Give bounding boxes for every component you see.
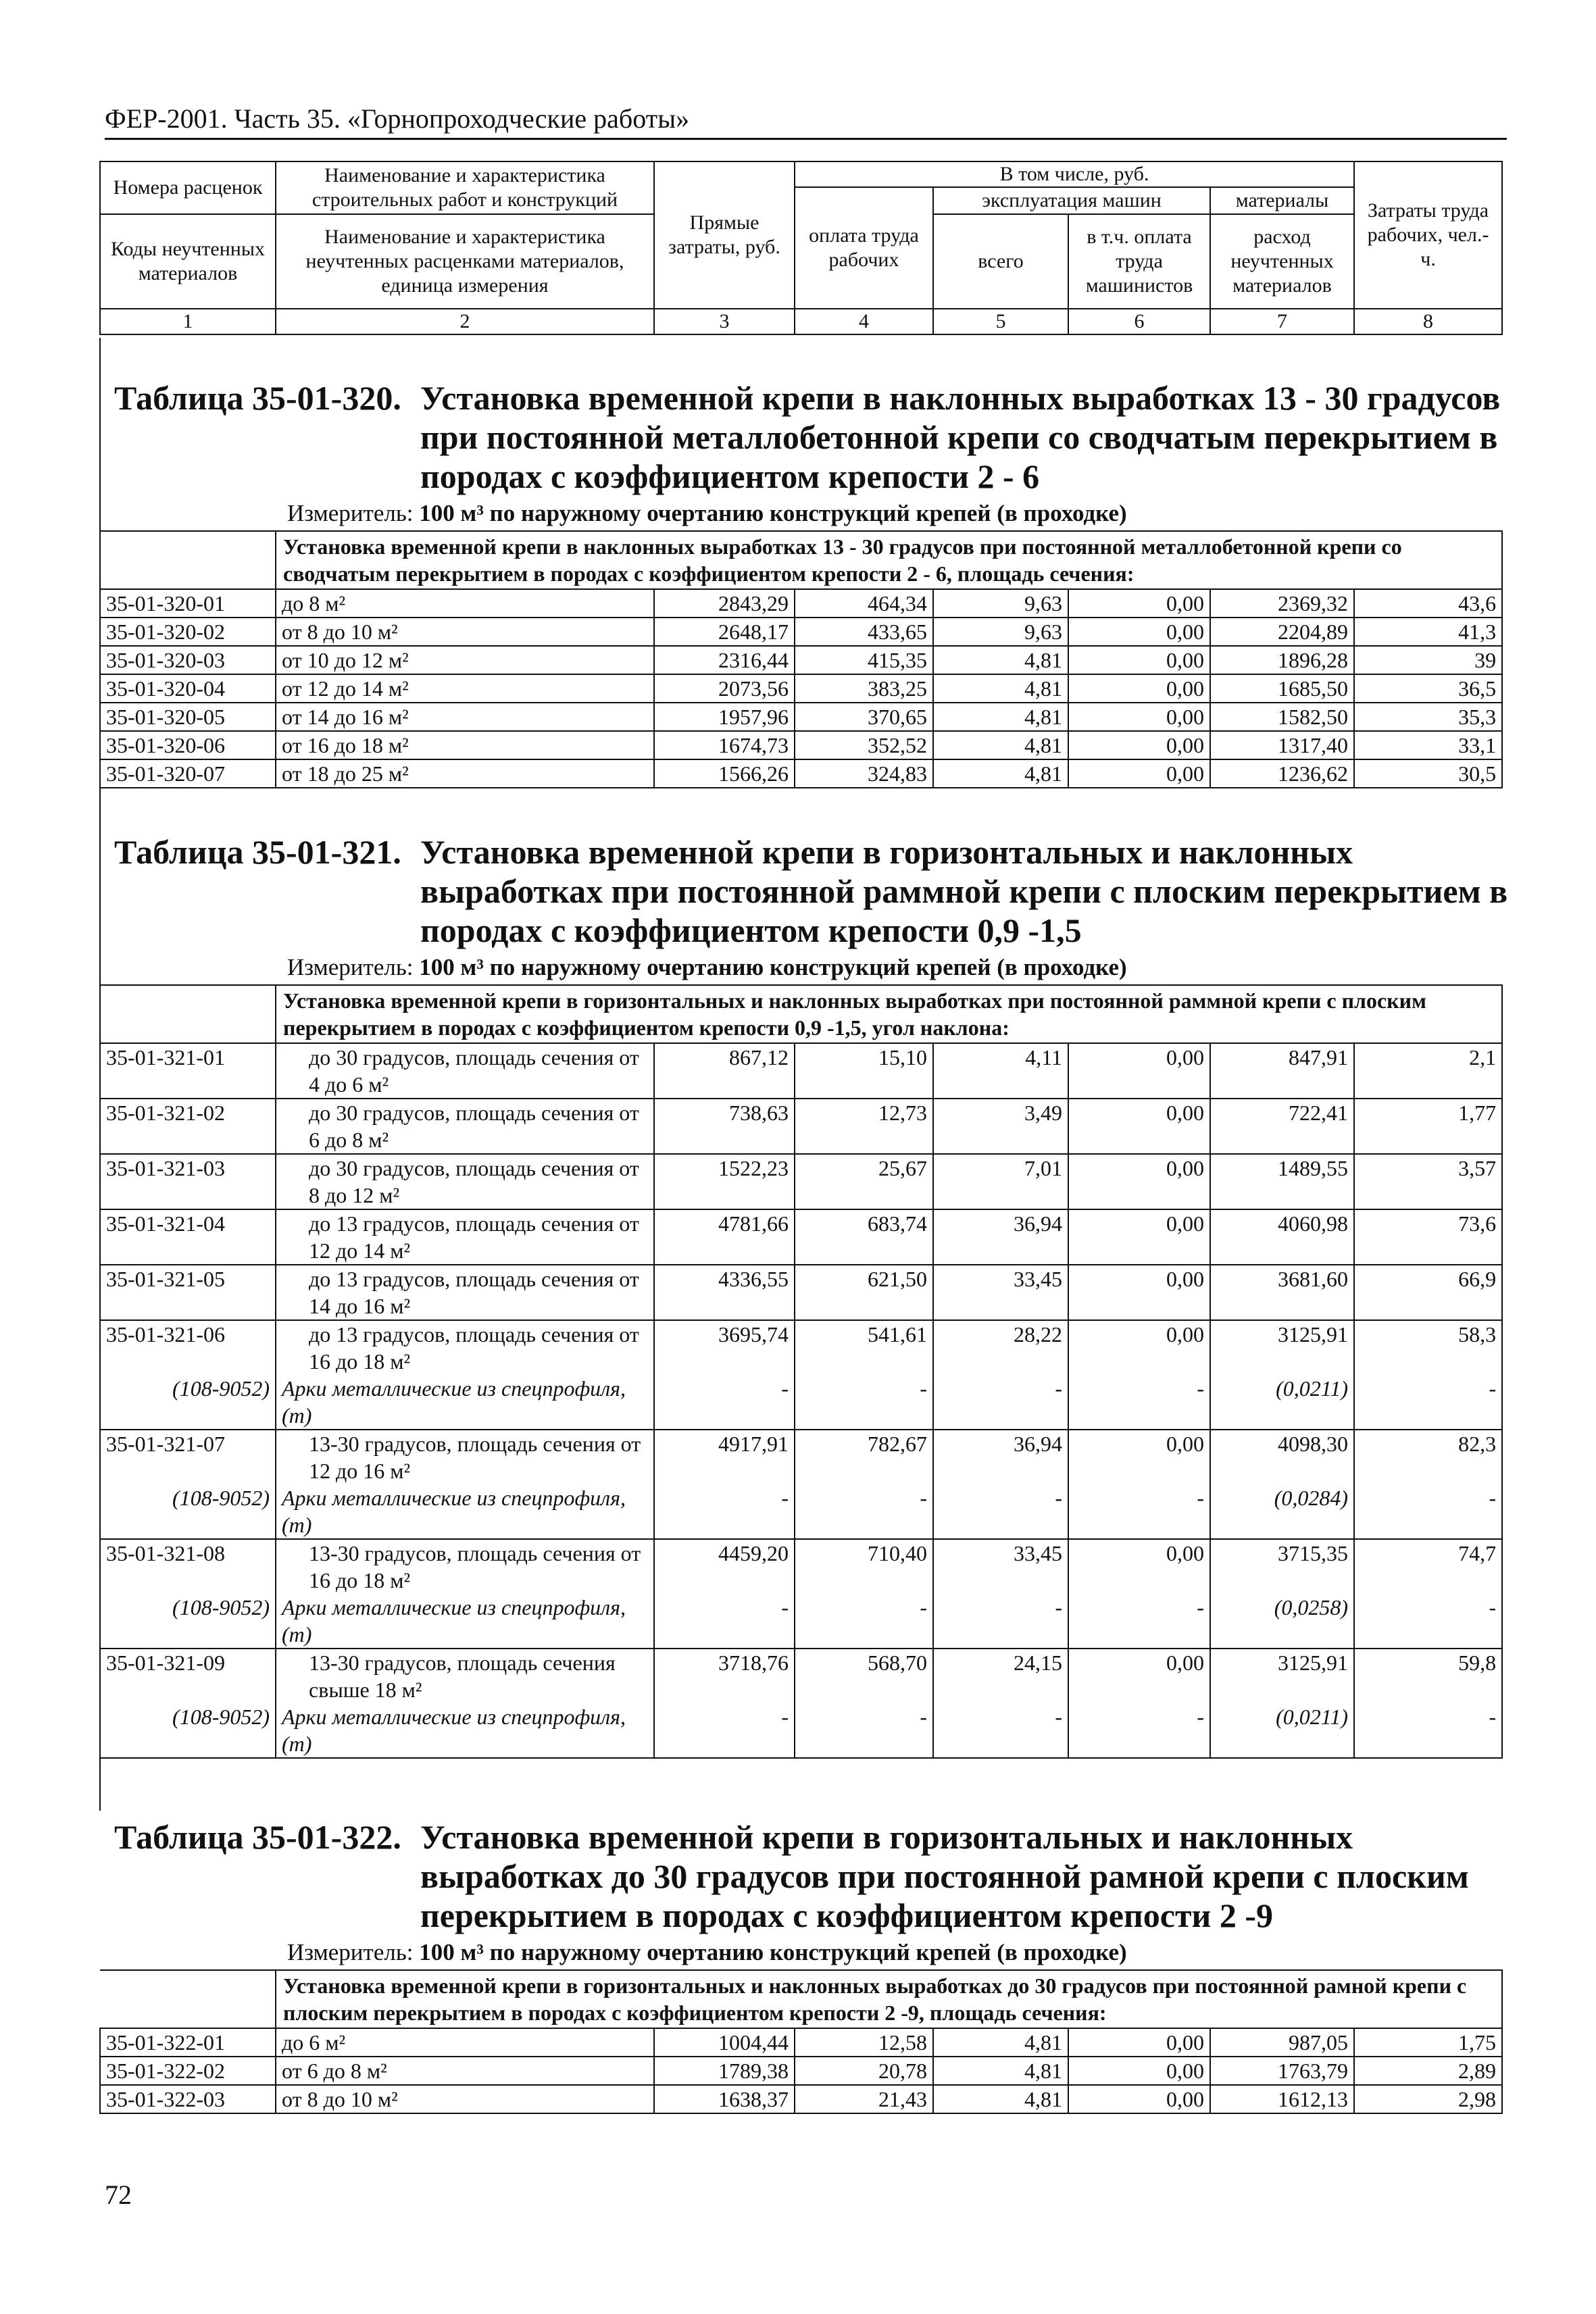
machine-total: 4,81 [933,2057,1068,2085]
machine-total: 4,81 [933,674,1068,703]
materials-main: 3715,35 [1278,1541,1348,1565]
labor-hours-material: - [1489,1705,1497,1729]
table-row [100,2085,1502,2113]
header-machine-total: всего [933,214,1068,309]
rate-code: 35-01-321-02 [100,1099,276,1154]
rate-description-main: до 13 градусов, площадь сечения от 16 до 18 м² [309,1322,639,1374]
rate-code: 35-01-320-04 [100,674,276,703]
rate-description: от 14 до 16 м² [276,703,654,731]
table-row [100,674,1502,703]
machine-total-main: 36,94 [1014,1432,1062,1456]
machine-labor-main: 0,00 [1166,1322,1204,1347]
labor-pay [795,1649,933,1758]
col-num-6: 6 [1068,309,1210,334]
machine-labor: 0,00 [1068,731,1210,759]
rate-description-material: Арки металлические из спецпрофиля, (т) [282,1705,626,1756]
table-row [100,1099,1502,1154]
header-rate-number: Номера расценок [100,161,276,214]
rate-code: 35-01-321-03 [100,1154,276,1209]
labor-pay: 15,10 [795,1043,933,1099]
rate-description [276,1430,654,1539]
materials: 1896,28 [1210,646,1354,674]
labor-hours: 30,5 [1354,759,1502,788]
meter-line [287,500,1497,527]
rate-description: от 18 до 25 м² [276,759,654,788]
labor-hours: 2,98 [1354,2085,1502,2113]
rate-code: 35-01-322-02 [100,2057,276,2085]
labor-pay-material: - [920,1486,927,1510]
machine-labor [1068,1539,1210,1649]
rate-code: 35-01-322-03 [100,2085,276,2113]
direct-costs-material: - [781,1376,789,1401]
labor-hours-main: 82,3 [1458,1432,1497,1456]
meter-text: 100 м³ по наружному очертанию конструкций крепей (в проходке) [419,954,1127,980]
direct-costs-material: - [781,1595,789,1619]
labor-hours: 3,57 [1354,1154,1502,1209]
machine-total [933,1430,1068,1539]
section-intro: Установка временной крепи в горизонтальных и наклонных выработках до 30 градусов при постоянной рамной крепи с плоским перекрытием в породах с коэффициентом крепости 2 -9, площадь сечения: [276,1970,1502,2028]
direct-costs [654,1430,795,1539]
labor-pay-main: 541,61 [868,1322,927,1347]
rate-code-main: 35-01-321-07 [106,1432,225,1456]
rate-code: 35-01-320-06 [100,731,276,759]
rate-code [100,1649,276,1758]
labor-pay: 324,83 [795,759,933,788]
direct-costs-main: 3718,76 [718,1651,789,1675]
title-line-2: выработках при постоянной раммной крепи с плоским перекрытием в [420,872,1508,910]
table-number: Таблица 35-01-321. [114,833,401,871]
table-number: Таблица 35-01-322. [114,1818,401,1856]
machine-labor: 0,00 [1068,589,1210,618]
materials: 2369,32 [1210,589,1354,618]
labor-hours [1354,1539,1502,1649]
materials [1210,1649,1354,1758]
rate-description-main: 13-30 градусов, площадь сечения свыше 18 м² [309,1651,616,1702]
labor-pay: 12,73 [795,1099,933,1154]
rate-code-main: 35-01-321-08 [106,1541,225,1565]
header-labor-pay: оплата труда рабочих [795,187,933,309]
table-row [100,1209,1502,1265]
rate-code: 35-01-322-01 [100,2028,276,2057]
machine-labor: 0,00 [1068,703,1210,731]
machine-total-main: 33,45 [1014,1541,1062,1565]
col-num-3: 3 [654,309,795,334]
materials-material: (0,0284) [1274,1486,1348,1510]
table-row [100,731,1502,759]
machine-total: 4,81 [933,703,1068,731]
machine-labor: 0,00 [1068,674,1210,703]
materials [1210,1430,1354,1539]
direct-costs [654,1649,795,1758]
labor-hours-main: 74,7 [1458,1541,1497,1565]
machine-total-material: - [1055,1595,1062,1619]
machine-labor-material: - [1197,1705,1204,1729]
direct-costs: 2073,56 [654,674,795,703]
page-header: ФЕР-2001. Часть 35. «Горнопроходческие работы» [105,100,1507,140]
rate-description-material: Арки металлические из спецпрофиля, (т) [282,1595,626,1646]
rate-code: 35-01-320-02 [100,618,276,646]
title-line-3: породах с коэффициентом крепости 0,9 -1,5 [420,911,1082,949]
machine-labor: 0,00 [1068,1209,1210,1265]
direct-costs: 2316,44 [654,646,795,674]
meter-text: 100 м³ по наружному очертанию конструкций крепей (в проходке) [419,1939,1127,1965]
header-materials-use: расход неучтенных материалов [1210,214,1354,309]
meter-line [287,954,1497,981]
labor-pay-main: 710,40 [868,1541,927,1565]
machine-labor: 0,00 [1068,618,1210,646]
machine-total: 3,49 [933,1099,1068,1154]
labor-hours: 2,89 [1354,2057,1502,2085]
table-row [100,1043,1502,1099]
header-direct-costs: Прямые затраты, руб. [654,161,795,309]
machine-total [933,1649,1068,1758]
direct-costs-main: 4459,20 [718,1541,789,1565]
rate-description: до 6 м² [276,2028,654,2057]
rate-code [100,1539,276,1649]
title-line-1: Установка временной крепи в горизонтальных и наклонных [420,1818,1353,1856]
rate-description: до 13 градусов, площадь сечения от 14 до 16 м² [276,1265,654,1320]
table-row [100,1649,1502,1758]
labor-hours: 33,1 [1354,731,1502,759]
machine-labor: 0,00 [1068,2028,1210,2057]
title-line-2: выработках до 30 градусов при постоянной рамной крепи с плоским [420,1857,1469,1895]
labor-pay [795,1539,933,1649]
materials: 1489,55 [1210,1154,1354,1209]
machine-labor: 0,00 [1068,1099,1210,1154]
machine-labor-main: 0,00 [1166,1541,1204,1565]
materials-main: 3125,91 [1278,1651,1348,1675]
labor-pay: 21,43 [795,2085,933,2113]
rate-code-material: (108-9052) [172,1595,270,1619]
table-row [100,1265,1502,1320]
direct-costs: 1957,96 [654,703,795,731]
direct-costs: 4336,55 [654,1265,795,1320]
rate-code: 35-01-320-07 [100,759,276,788]
direct-costs: 1566,26 [654,759,795,788]
machine-total: 33,45 [933,1265,1068,1320]
table-row [100,2057,1502,2085]
rate-description: до 30 градусов, площадь сечения от 6 до 8 м² [276,1099,654,1154]
title-line-1: Установка временной крепи в горизонтальных и наклонных [420,833,1353,871]
materials [1210,1320,1354,1430]
direct-costs-material: - [781,1486,789,1510]
materials: 1236,62 [1210,759,1354,788]
rate-code-main: 35-01-321-06 [106,1322,225,1347]
rate-code-material: (108-9052) [172,1486,270,1510]
direct-costs-material: - [781,1705,789,1729]
header-machine-labor: в т.ч. оплата труда машинистов [1068,214,1210,309]
materials: 1612,13 [1210,2085,1354,2113]
labor-pay-main: 568,70 [868,1651,927,1675]
machine-total: 4,11 [933,1043,1068,1099]
materials-main: 3125,91 [1278,1322,1348,1347]
labor-pay-material: - [920,1376,927,1401]
direct-costs: 4781,66 [654,1209,795,1265]
machine-labor-main: 0,00 [1166,1651,1204,1675]
col-num-2: 2 [276,309,654,334]
header-including: В том числе, руб. [795,161,1354,187]
labor-pay: 12,58 [795,2028,933,2057]
labor-pay: 464,34 [795,589,933,618]
col-num-8: 8 [1354,309,1502,334]
machine-labor: 0,00 [1068,1154,1210,1209]
labor-pay: 415,35 [795,646,933,674]
machine-total: 4,81 [933,759,1068,788]
rate-code-main: 35-01-321-09 [106,1651,225,1675]
section-title [114,378,1499,496]
direct-costs-main: 3695,74 [718,1322,789,1347]
labor-hours [1354,1649,1502,1758]
rate-code [100,1320,276,1430]
labor-hours-material: - [1489,1595,1497,1619]
rate-description: до 13 градусов, площадь сечения от 12 до 14 м² [276,1209,654,1265]
materials: 847,91 [1210,1043,1354,1099]
direct-costs: 1674,73 [654,731,795,759]
machine-total: 7,01 [933,1154,1068,1209]
materials: 1685,50 [1210,674,1354,703]
table-row [100,618,1502,646]
machine-total [933,1539,1068,1649]
table-number: Таблица 35-01-320. [114,379,401,417]
header-labor-costs: Затраты труда рабочих, чел.-ч. [1354,161,1502,309]
rate-code: 35-01-320-03 [100,646,276,674]
table-row [100,1539,1502,1649]
machine-labor [1068,1320,1210,1430]
header-machine-ops: эксплуатация машин [933,187,1210,214]
direct-costs-main: 4917,91 [718,1432,789,1456]
col-num-5: 5 [933,309,1068,334]
header-material-names: Наименование и характеристика неучтенных расценками материалов, единица измерения [276,214,654,309]
labor-pay: 352,52 [795,731,933,759]
machine-total-main: 24,15 [1014,1651,1062,1675]
labor-hours: 1,75 [1354,2028,1502,2057]
materials: 987,05 [1210,2028,1354,2057]
rate-description: от 10 до 12 м² [276,646,654,674]
meter-line [287,1939,1497,1966]
rate-description: от 16 до 18 м² [276,731,654,759]
rate-code-material: (108-9052) [172,1705,270,1729]
materials: 4060,98 [1210,1209,1354,1265]
rate-description: до 30 градусов, площадь сечения от 8 до 12 м² [276,1154,654,1209]
rate-description-material: Арки металлические из спецпрофиля, (т) [282,1376,626,1428]
machine-labor: 0,00 [1068,1043,1210,1099]
labor-hours: 2,1 [1354,1043,1502,1099]
table-row [100,646,1502,674]
machine-total-material: - [1055,1376,1062,1401]
machine-total-main: 28,22 [1014,1322,1062,1347]
direct-costs [654,1320,795,1430]
rate-description: от 6 до 8 м² [276,2057,654,2085]
materials: 1763,79 [1210,2057,1354,2085]
rate-code-material: (108-9052) [172,1376,270,1401]
materials-main: 4098,30 [1278,1432,1348,1456]
machine-labor [1068,1649,1210,1758]
direct-costs: 867,12 [654,1043,795,1099]
rate-description-main: 13-30 градусов, площадь сечения от 16 до 18 м² [309,1541,641,1592]
materials: 1582,50 [1210,703,1354,731]
table-row [100,589,1502,618]
rate-code [100,1430,276,1539]
direct-costs: 2648,17 [654,618,795,646]
rates-table [99,984,1503,1759]
section-title [114,832,1508,950]
header-work-name: Наименование и характеристика строительных работ и конструкций [276,161,654,214]
rate-description: до 30 градусов, площадь сечения от 4 до 6 м² [276,1043,654,1099]
meter-label: Измеритель: [287,1939,414,1965]
machine-labor: 0,00 [1068,759,1210,788]
table-row [100,2028,1502,2057]
rates-table [99,530,1503,788]
labor-hours [1354,1430,1502,1539]
section-title [114,1817,1499,1935]
col-num-7: 7 [1210,309,1354,334]
section-intro: Установка временной крепи в наклонных выработках 13 - 30 градусов при постоянной металлобетонной крепи со сводчатым перекрытием в породах с коэффициентом крепости 2 - 6, площадь сечения: [276,531,1502,589]
labor-hours [1354,1320,1502,1430]
rate-code: 35-01-320-05 [100,703,276,731]
machine-labor: 0,00 [1068,1265,1210,1320]
direct-costs [654,1539,795,1649]
materials [1210,1539,1354,1649]
rate-description [276,1320,654,1430]
machine-total: 4,81 [933,646,1068,674]
machine-labor-main: 0,00 [1166,1432,1204,1456]
rate-description: от 8 до 10 м² [276,2085,654,2113]
direct-costs: 1789,38 [654,2057,795,2085]
rate-description: от 12 до 14 м² [276,674,654,703]
machine-total-material: - [1055,1705,1062,1729]
rate-code: 35-01-321-04 [100,1209,276,1265]
table-row [100,1320,1502,1430]
materials-material: (0,0211) [1276,1705,1348,1729]
labor-hours-material: - [1489,1486,1497,1510]
labor-pay [795,1320,933,1430]
direct-costs: 1004,44 [654,2028,795,2057]
rate-code: 35-01-320-01 [100,589,276,618]
meter-label: Измеритель: [287,500,414,526]
labor-hours: 39 [1354,646,1502,674]
header-number-row [100,309,1502,334]
machine-total [933,1320,1068,1430]
labor-pay: 683,74 [795,1209,933,1265]
machine-labor [1068,1430,1210,1539]
direct-costs: 1522,23 [654,1154,795,1209]
rate-description-material: Арки металлические из спецпрофиля, (т) [282,1486,626,1537]
title-line-3: породах с коэффициентом крепости 2 - 6 [420,457,1040,495]
page-number: 72 [105,2180,132,2210]
header-material-codes: Коды неучтенных материалов [100,214,276,309]
labor-hours: 73,6 [1354,1209,1502,1265]
direct-costs: 2843,29 [654,589,795,618]
rates-table [99,1969,1503,2114]
labor-hours: 36,5 [1354,674,1502,703]
labor-pay: 370,65 [795,703,933,731]
labor-pay: 621,50 [795,1265,933,1320]
title-line-1: Установка временной крепи в наклонных выработках 13 - 30 градусов [420,379,1501,417]
col-num-1: 1 [100,309,276,334]
rate-code: 35-01-321-01 [100,1043,276,1099]
machine-total: 9,63 [933,589,1068,618]
labor-hours-main: 59,8 [1458,1651,1497,1675]
section-intro: Установка временной крепи в горизонтальных и наклонных выработках при постоянной раммной крепи с плоским перекрытием в породах с коэффициентом крепости 0,9 -1,5, угол наклона: [276,985,1502,1043]
labor-pay-material: - [920,1595,927,1619]
materials: 1317,40 [1210,731,1354,759]
meter-text: 100 м³ по наружному очертанию конструкций крепей (в проходке) [419,500,1127,526]
header-materials: материалы [1210,187,1354,214]
machine-labor: 0,00 [1068,646,1210,674]
labor-pay-main: 782,67 [868,1432,927,1456]
labor-hours: 1,77 [1354,1099,1502,1154]
machine-total: 4,81 [933,2028,1068,2057]
machine-total: 36,94 [933,1209,1068,1265]
labor-hours: 43,6 [1354,589,1502,618]
direct-costs: 1638,37 [654,2085,795,2113]
column-header-table [99,161,1503,335]
materials: 3681,60 [1210,1265,1354,1320]
materials-material: (0,0258) [1274,1595,1348,1619]
table-row [100,1430,1502,1539]
machine-total-material: - [1055,1486,1062,1510]
labor-pay: 383,25 [795,674,933,703]
table-row [100,703,1502,731]
col-num-4: 4 [795,309,933,334]
materials-material: (0,0211) [1276,1376,1348,1401]
materials: 722,41 [1210,1099,1354,1154]
machine-total: 4,81 [933,2085,1068,2113]
labor-pay: 20,78 [795,2057,933,2085]
direct-costs: 738,63 [654,1099,795,1154]
title-line-3: перекрытием в породах с коэффициентом крепости 2 -9 [420,1896,1273,1934]
materials: 2204,89 [1210,618,1354,646]
machine-labor: 0,00 [1068,2057,1210,2085]
labor-hours-material: - [1489,1376,1497,1401]
machine-labor-material: - [1197,1595,1204,1619]
labor-hours: 35,3 [1354,703,1502,731]
rate-description: до 8 м² [276,589,654,618]
machine-total: 4,81 [933,731,1068,759]
meter-label: Измеритель: [287,954,414,980]
machine-labor-material: - [1197,1376,1204,1401]
labor-pay [795,1430,933,1539]
rate-code: 35-01-321-05 [100,1265,276,1320]
labor-hours: 66,9 [1354,1265,1502,1320]
labor-pay-material: - [920,1705,927,1729]
rate-description [276,1649,654,1758]
labor-hours: 41,3 [1354,618,1502,646]
machine-labor-material: - [1197,1486,1204,1510]
rate-description [276,1539,654,1649]
machine-labor: 0,00 [1068,2085,1210,2113]
table-row [100,759,1502,788]
labor-hours-main: 58,3 [1458,1322,1497,1347]
machine-total: 9,63 [933,618,1068,646]
title-line-2: при постоянной металлобетонной крепи со сводчатым перекрытием в [420,418,1498,456]
labor-pay: 25,67 [795,1154,933,1209]
rate-description-main: 13-30 градусов, площадь сечения от 12 до 16 м² [309,1432,641,1483]
rate-description: от 8 до 10 м² [276,618,654,646]
table-row [100,1154,1502,1209]
labor-pay: 433,65 [795,618,933,646]
